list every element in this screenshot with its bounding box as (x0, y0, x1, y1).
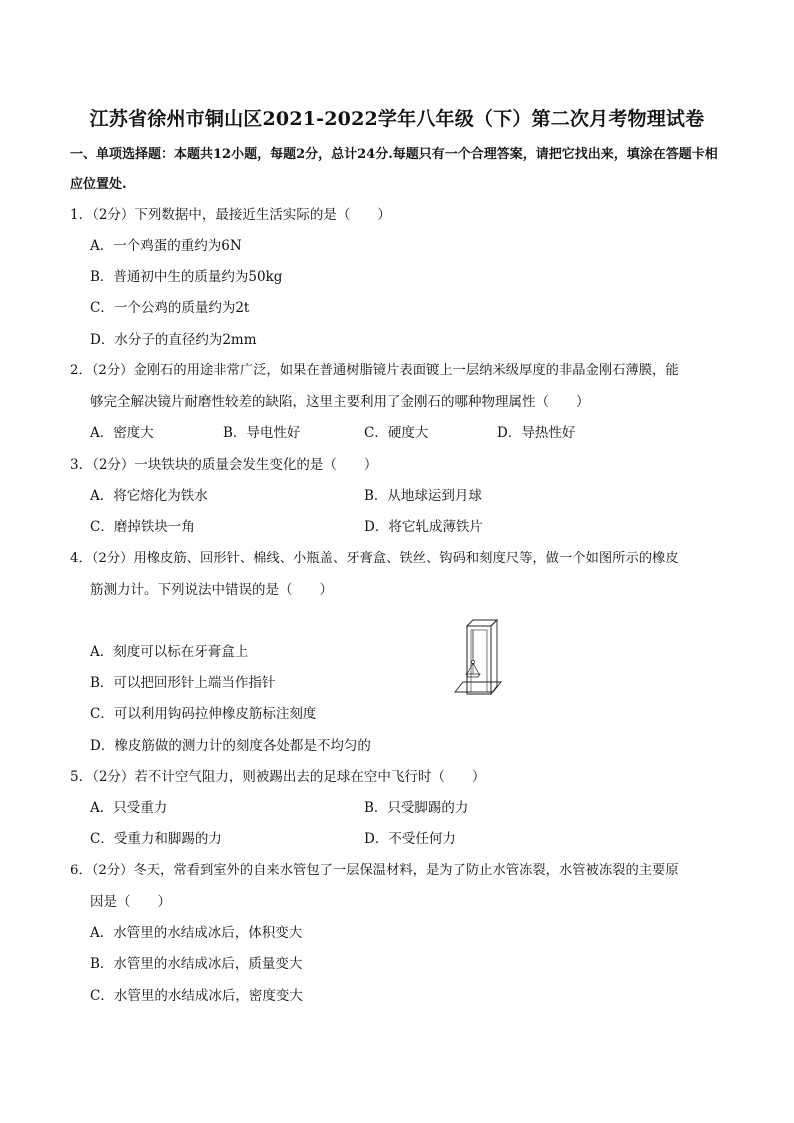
question-4-option-c: C．可以利用钩码拉伸橡皮筋标注刻度 (90, 706, 317, 722)
question-2-option-a: A．密度大 (90, 425, 154, 441)
question-4-option-d: D．橡皮筋做的测力计的刻度各处都是不均匀的 (90, 738, 371, 754)
exam-title: 江苏省徐州市铜山区2021-2022学年八年级（下）第二次月考物理试卷 (89, 108, 705, 130)
question-4-stem-line-2: 筋测力计。下列说法中错误的是（ ） (90, 582, 333, 598)
question-6-option-a: A．水管里的水结成冰后，体积变大 (90, 925, 303, 941)
question-1-option-b: B．普通初中生的质量约为50kg (90, 269, 283, 285)
question-3-option-d: D．将它轧成薄铁片 (364, 519, 483, 535)
question-1-stem: 1．（2分）下列数据中，最接近生活实际的是（ ） (70, 207, 391, 223)
question-5-option-c: C．受重力和脚踢的力 (90, 831, 222, 847)
question-3-option-a: A．将它熔化为铁水 (90, 488, 208, 504)
question-2-stem-line-2: 够完全解决镜片耐磨性较差的缺陷，这里主要利用了金刚石的哪种物理属性（ ） (90, 394, 590, 410)
section-heading: 一、单项选择题：本题共12小题，每题2分，总计24分.每题只有一个合理答案，请把它找出来，填涂在答题卡相应位置处. (70, 147, 718, 192)
question-1-option-c: C．一个公鸡的质量约为2t (90, 300, 250, 316)
question-2-option-c: C．硬度大 (364, 425, 429, 441)
rubber-band-dynamometer-figure (453, 618, 503, 700)
question-2-option-b: B．导电性好 (223, 425, 301, 441)
question-6-option-b: B．水管里的水结成冰后，质量变大 (90, 956, 303, 972)
question-4-option-a: A．刻度可以标在牙膏盒上 (90, 644, 249, 660)
question-2-stem-line-1: 2．（2分）金刚石的用途非常广泛，如果在普通树脂镜片表面镀上一层纳米级厚度的非晶金刚石薄膜，能 (70, 363, 679, 378)
question-6-stem-line-2: 因是（ ） (90, 894, 171, 910)
question-5-stem: 5．（2分）若不计空气阻力，则被踢出去的足球在空中飞行时（ ） (70, 769, 486, 785)
question-4-option-b: B．可以把回形针上端当作指针 (90, 675, 276, 691)
question-4-stem-line-1: 4．（2分）用橡皮筋、回形针、棉线、小瓶盖、牙膏盒、铁丝、钩码和刻度尺等，做一个如图所示的橡皮 (70, 551, 679, 566)
question-3-stem: 3．（2分）一块铁块的质量会发生变化的是（ ） (70, 457, 378, 473)
question-5-option-d: D．不受任何力 (364, 831, 456, 847)
question-1-option-a: A．一个鸡蛋的重约为6N (90, 238, 242, 254)
question-1-option-d: D．水分子的直径约为2mm (90, 332, 257, 348)
question-6-stem-line-1: 6．（2分）冬天，常看到室外的自来水管包了一层保温材料，是为了防止水管冻裂，水管被冻裂的主要原 (70, 863, 679, 878)
question-2-option-d: D．导热性好 (497, 425, 576, 441)
question-5-option-a: A．只受重力 (90, 800, 168, 816)
question-5-option-b: B．只受脚踢的力 (364, 800, 469, 816)
question-6-option-c: C．水管里的水结成冰后，密度变大 (90, 988, 303, 1004)
question-3-option-c: C．磨掉铁块一角 (90, 519, 195, 535)
question-3-option-b: B．从地球运到月球 (364, 488, 482, 504)
